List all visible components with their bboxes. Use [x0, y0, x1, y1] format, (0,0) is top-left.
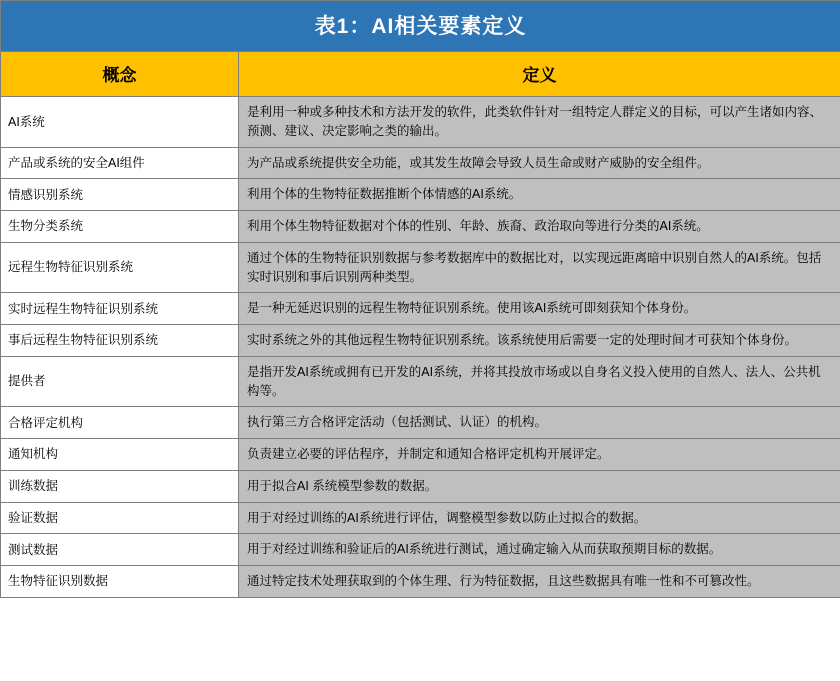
concept-cell: 产品或系统的安全AI组件: [1, 147, 239, 179]
table-row: [1, 242, 840, 293]
concept-cell: 事后远程生物特征识别系统: [1, 325, 239, 357]
definition-cell: 负责建立必要的评估程序，并制定和通知合格评定机构开展评定。: [239, 439, 840, 471]
definition-cell: 执行第三方合格评定活动（包括测试、认证）的机构。: [239, 407, 840, 439]
concept-cell: 远程生物特征识别系统: [1, 242, 239, 293]
definition-cell: 是指开发AI系统或拥有已开发的AI系统，并将其投放市场或以自身名义投入使用的自然人、法人、公共机构等。: [239, 356, 840, 407]
definition-cell: 通过特定技术处理获取到的个体生理、行为特征数据，且这些数据具有唯一性和不可篡改性。: [239, 566, 840, 598]
table-row: [1, 566, 840, 598]
definition-cell: 用于拟合AI 系统模型参数的数据。: [239, 470, 840, 502]
definition-cell: 实时系统之外的其他远程生物特征识别系统。该系统使用后需要一定的处理时间才可获知个体身份。: [239, 325, 840, 357]
definition-cell: 是利用一种或多种技术和方法开发的软件，此类软件针对一组特定人群定义的目标，可以产生诸如内容、预测、建议、决定影响之类的输出。: [239, 97, 840, 148]
table-title: 表1：AI相关要素定义: [1, 1, 840, 52]
table-title-row: [1, 1, 840, 52]
concept-cell: AI系统: [1, 97, 239, 148]
column-header-concept: 概念: [1, 52, 239, 97]
concept-cell: 测试数据: [1, 534, 239, 566]
definition-cell: 用于对经过训练的AI系统进行评估，调整模型参数以防止过拟合的数据。: [239, 502, 840, 534]
table-body: [1, 1, 840, 598]
table-row: [1, 439, 840, 471]
concept-cell: 情感识别系统: [1, 179, 239, 211]
table-row: [1, 470, 840, 502]
table-header-row: [1, 52, 840, 97]
concept-cell: 验证数据: [1, 502, 239, 534]
definition-cell: 为产品或系统提供安全功能，或其发生故障会导致人员生命或财产威胁的安全组件。: [239, 147, 840, 179]
concept-cell: 生物分类系统: [1, 211, 239, 243]
concept-cell: 训练数据: [1, 470, 239, 502]
table-row: [1, 325, 840, 357]
definition-cell: 通过个体的生物特征识别数据与参考数据库中的数据比对，以实现远距离暗中识别自然人的AI系统。包括实时识别和事后识别两种类型。: [239, 242, 840, 293]
definition-cell: 利用个体生物特征数据对个体的性别、年龄、族裔、政治取向等进行分类的AI系统。: [239, 211, 840, 243]
definition-cell: 是一种无延迟识别的远程生物特征识别系统。使用该AI系统可即刻获知个体身份。: [239, 293, 840, 325]
table-row: [1, 356, 840, 407]
table-row: [1, 407, 840, 439]
concept-cell: 合格评定机构: [1, 407, 239, 439]
column-header-definition: 定义: [239, 52, 840, 97]
definition-cell: 用于对经过训练和验证后的AI系统进行测试，通过确定输入从而获取预期目标的数据。: [239, 534, 840, 566]
table-row: [1, 534, 840, 566]
definition-cell: 利用个体的生物特征数据推断个体情感的AI系统。: [239, 179, 840, 211]
concept-cell: 生物特征识别数据: [1, 566, 239, 598]
concept-cell: 实时远程生物特征识别系统: [1, 293, 239, 325]
table-row: [1, 293, 840, 325]
concept-cell: 通知机构: [1, 439, 239, 471]
table-row: [1, 97, 840, 148]
concept-cell: 提供者: [1, 356, 239, 407]
table-row: [1, 179, 840, 211]
table-row: [1, 502, 840, 534]
table-row: [1, 147, 840, 179]
table-row: [1, 211, 840, 243]
